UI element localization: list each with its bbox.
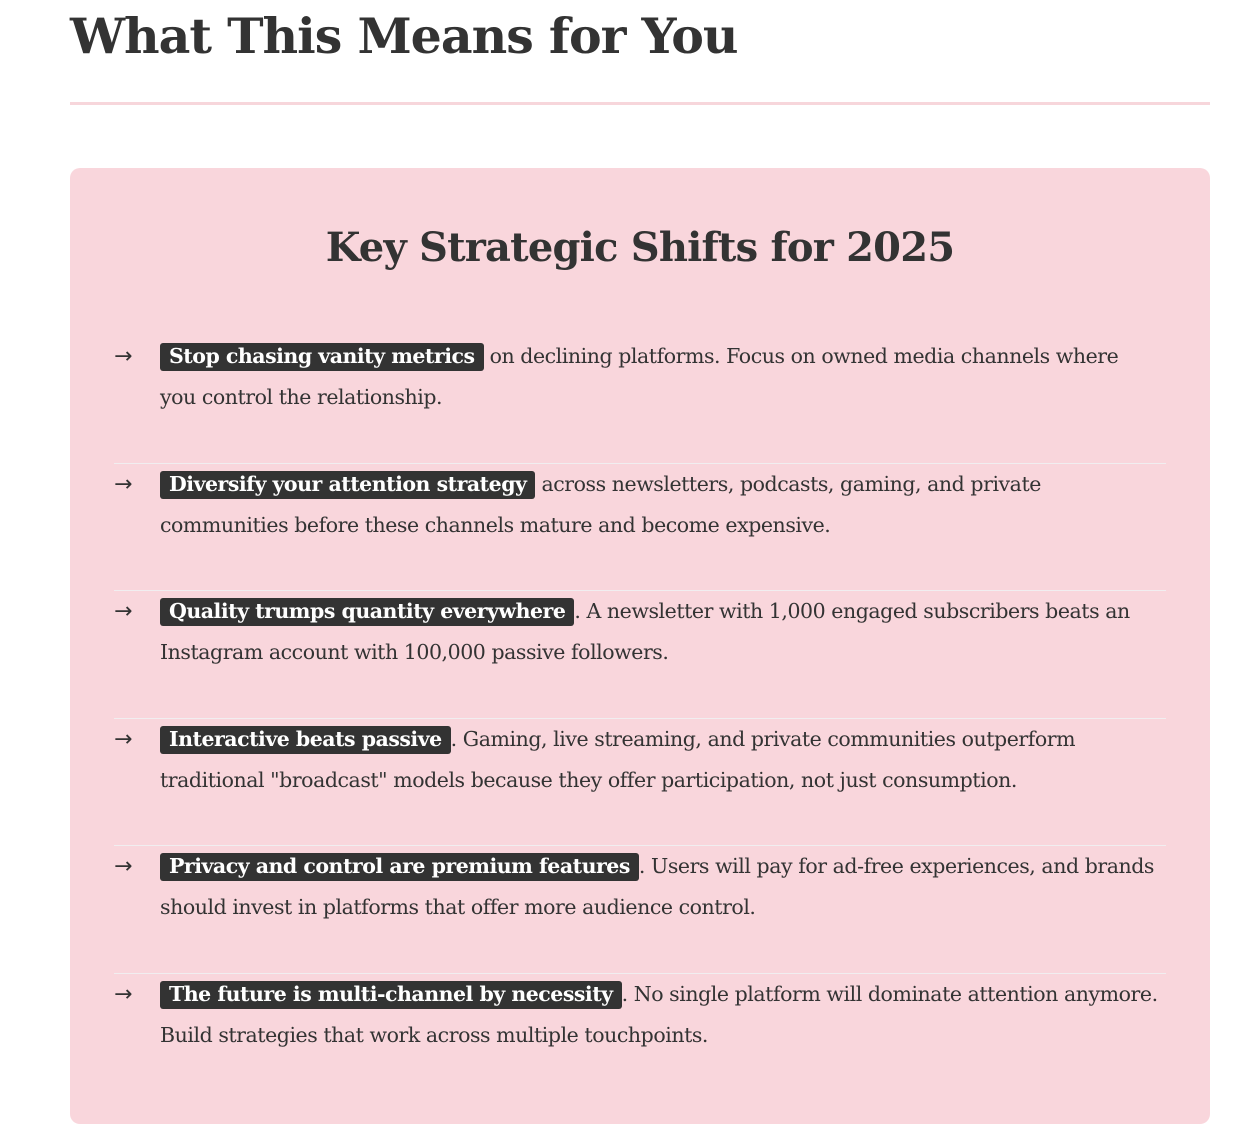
card-title: Key Strategic Shifts for 2025 bbox=[325, 224, 955, 271]
section-divider bbox=[70, 102, 1210, 105]
shift-highlight: Quality trumps quantity everywhere bbox=[160, 598, 574, 626]
list-item bbox=[114, 719, 1166, 847]
strategic-shifts-card bbox=[70, 168, 1210, 1124]
list-item bbox=[114, 591, 1166, 719]
shift-description: on declining platforms. Focus on owned media channels where you control the relationship. bbox=[160, 344, 1119, 409]
arrow-right-icon: → bbox=[114, 981, 133, 1007]
shift-text bbox=[160, 719, 1160, 801]
shift-description: . Gaming, live streaming, and private communities outperform traditional "broadcast" models because they offer participation, not just consumption. bbox=[160, 726, 1076, 792]
shift-text bbox=[160, 591, 1160, 673]
arrow-right-icon: → bbox=[114, 471, 133, 497]
shift-description: . No single platform will dominate attention anymore. Build strategies that work across multiple touchpoints. bbox=[160, 981, 1158, 1047]
list-item bbox=[114, 336, 1166, 464]
arrow-right-icon: → bbox=[114, 344, 133, 369]
shift-list bbox=[114, 336, 1166, 1102]
shift-highlight: Stop chasing vanity metrics bbox=[160, 343, 484, 371]
shift-description: . Users will pay for ad-free experiences, and brands should invest in platforms that offer more audience control. bbox=[160, 854, 1154, 920]
shift-text bbox=[160, 336, 1160, 418]
arrow-right-icon: → bbox=[114, 599, 133, 625]
shift-highlight: Privacy and control are premium features bbox=[160, 853, 639, 881]
list-item bbox=[114, 974, 1166, 1102]
shift-text bbox=[160, 846, 1160, 928]
shift-description: . A newsletter with 1,000 engaged subscribers beats an Instagram account with 100,000 passive followers. bbox=[160, 599, 1130, 665]
shift-highlight: Diversify your attention strategy bbox=[160, 471, 535, 499]
list-item bbox=[114, 846, 1166, 974]
arrow-right-icon: → bbox=[114, 726, 133, 752]
arrow-right-icon: → bbox=[114, 854, 133, 880]
shift-highlight: The future is multi-channel by necessity bbox=[160, 981, 622, 1009]
section-title: What This Means for You bbox=[70, 7, 738, 65]
list-item bbox=[114, 464, 1166, 592]
shift-description: across newsletters, podcasts, gaming, and private communities before these channels mature and become expensive. bbox=[160, 471, 1041, 537]
shift-text bbox=[160, 974, 1160, 1056]
shift-text bbox=[160, 464, 1160, 546]
shift-highlight: Interactive beats passive bbox=[160, 726, 451, 754]
